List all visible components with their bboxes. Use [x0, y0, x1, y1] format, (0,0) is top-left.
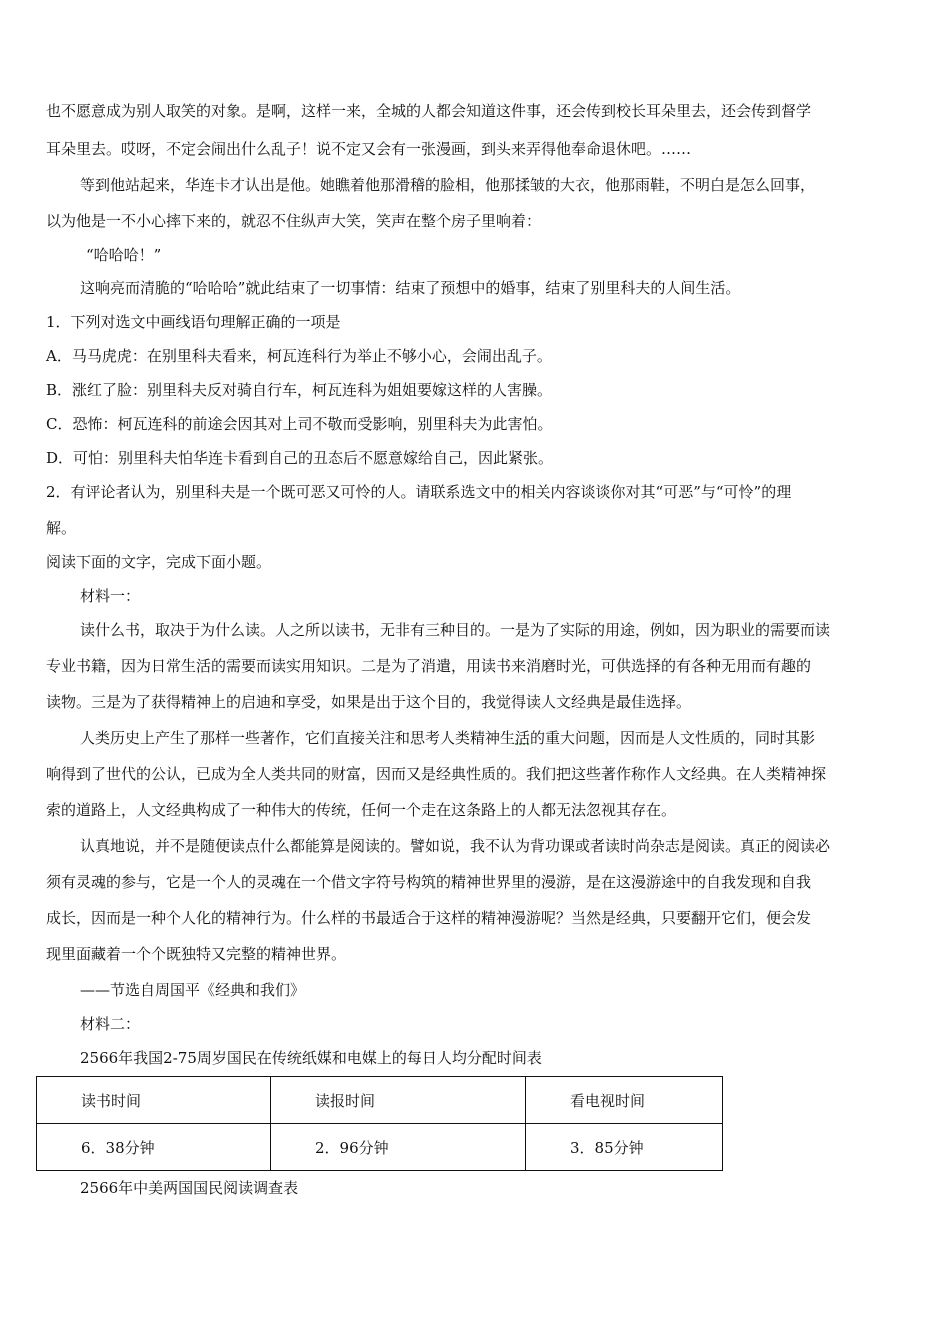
- table-cell: 2．96分钟: [271, 1124, 526, 1171]
- question-1-option-c: C．恐怖：柯瓦连科的前途会因其对上司不敬而受影响，别里科夫为此害怕。: [46, 415, 553, 433]
- paragraph-line: 认真地说，并不是随便读点什么都能算是阅读的。譬如说，我不认为背功课或者读时尚杂志是阅读。真正的阅读必: [80, 837, 831, 855]
- paragraph-line: 读什么书，取决于为什么读。人之所以读书，无非有三种目的。一是为了实际的用途，例如，因为职业的需要而读: [80, 621, 831, 639]
- paragraph-line: 成长，因而是一种个人化的精神行为。什么样的书最适合于这样的精神漫游呢？当然是经典，只要翻开它们，便会发: [46, 909, 812, 927]
- question-2-line: 2．有评论者认为，别里科夫是一个既可恶又可怜的人。请联系选文中的相关内容谈谈你对其“可恶”与“可怜”的理: [46, 483, 792, 501]
- paragraph-text: 人类历史上产生了那样一些著作，它们直接关注和思考人类精神生: [80, 729, 516, 747]
- story-line: 等到他站起来，华连卡才认出是他。她瞧着他那滑稽的脸相，他那揉皱的大衣，他那雨鞋，不明白是怎么回事，: [80, 176, 816, 194]
- table-title: 2566年我国2-75周岁国民在传统纸媒和电媒上的每日人均分配时间表: [80, 1049, 542, 1067]
- next-table-title: 2566年中美两国国民阅读调查表: [80, 1179, 299, 1197]
- question-1-option-d: D．可怕：别里科夫怕华连卡看到自己的丑态后不愿意嫁给自己，因此紧张。: [46, 449, 554, 467]
- table-cell: 6．38分钟: [37, 1124, 271, 1171]
- table-row: [37, 1124, 723, 1171]
- paragraph-line: 专业书籍，因为日常生活的需要而读实用知识。二是为了消遣，用读书来消磨时光，可供选择的有各种无用而有趣的: [46, 657, 812, 675]
- story-line: 耳朵里去。哎呀，不定会闹出什么乱子！说不定又会有一张漫画，到头来弄得他奉命退休吧。……: [46, 140, 692, 158]
- paragraph-line: 须有灵魂的参与，它是一个人的灵魂在一个借文字符号构筑的精神世界里的漫游，是在这漫游途中的自我发现和自我: [46, 873, 812, 891]
- question-1-option-b: B．涨红了脸：别里科夫反对骑自行车，柯瓦连科为姐姐要嫁这样的人害臊。: [46, 381, 553, 399]
- reading-instruction: 阅读下面的文字，完成下面小题。: [46, 553, 272, 571]
- story-quote: “哈哈哈！”: [86, 246, 162, 264]
- source-citation: ——节选自周国平《经典和我们》: [80, 981, 306, 999]
- paragraph-text: 的重大问题，因而是人文性质的，同时其影: [530, 729, 816, 747]
- paragraph-line: 读物。三是为了获得精神上的启迪和享受，如果是出于这个目的，我觉得读人文经典是最佳选择。: [46, 693, 692, 711]
- time-allocation-table: [36, 1076, 723, 1171]
- question-1-stem: 1．下列对选文中画线语句理解正确的一项是: [46, 313, 341, 331]
- paragraph-line: [80, 728, 815, 748]
- paragraph-line: 响得到了世代的公认，已成为全人类共同的财富，因而又是经典性质的。我们把这些著作称作人文经典。在人类精神探: [46, 765, 827, 783]
- story-line: 以为他是一不小心摔下来的，就忍不住纵声大笑，笑声在整个房子里响着：: [46, 212, 542, 230]
- underlined-char: 活: [515, 729, 531, 747]
- paragraph-line: 现里面藏着一个个既独特又完整的精神世界。: [46, 945, 347, 963]
- story-line: 也不愿意成为别人取笑的对象。是啊，这样一来，全城的人都会知道这件事，还会传到校长耳朵里去，还会传到督学: [46, 102, 812, 120]
- paragraph-line: 索的道路上，人文经典构成了一种伟大的传统，任何一个走在这条路上的人都无法忽视其存在。: [46, 801, 677, 819]
- table-header-cell: 看电视时间: [526, 1077, 723, 1124]
- table-header-cell: 读书时间: [37, 1077, 271, 1124]
- table-header-row: [37, 1077, 723, 1124]
- table-header-cell: 读报时间: [271, 1077, 526, 1124]
- question-1-option-a: A．马马虎虎：在别里科夫看来，柯瓦连科行为举止不够小心，会闹出乱子。: [46, 347, 552, 365]
- material-1-label: 材料一：: [80, 587, 141, 605]
- table-cell: 3．85分钟: [526, 1124, 723, 1171]
- question-2-line: 解。: [46, 519, 77, 537]
- story-line: 这响亮而清脆的“哈哈哈”就此结束了一切事情：结束了预想中的婚事，结束了别里科夫的人间生活。: [80, 279, 741, 297]
- material-2-label: 材料二：: [80, 1015, 141, 1033]
